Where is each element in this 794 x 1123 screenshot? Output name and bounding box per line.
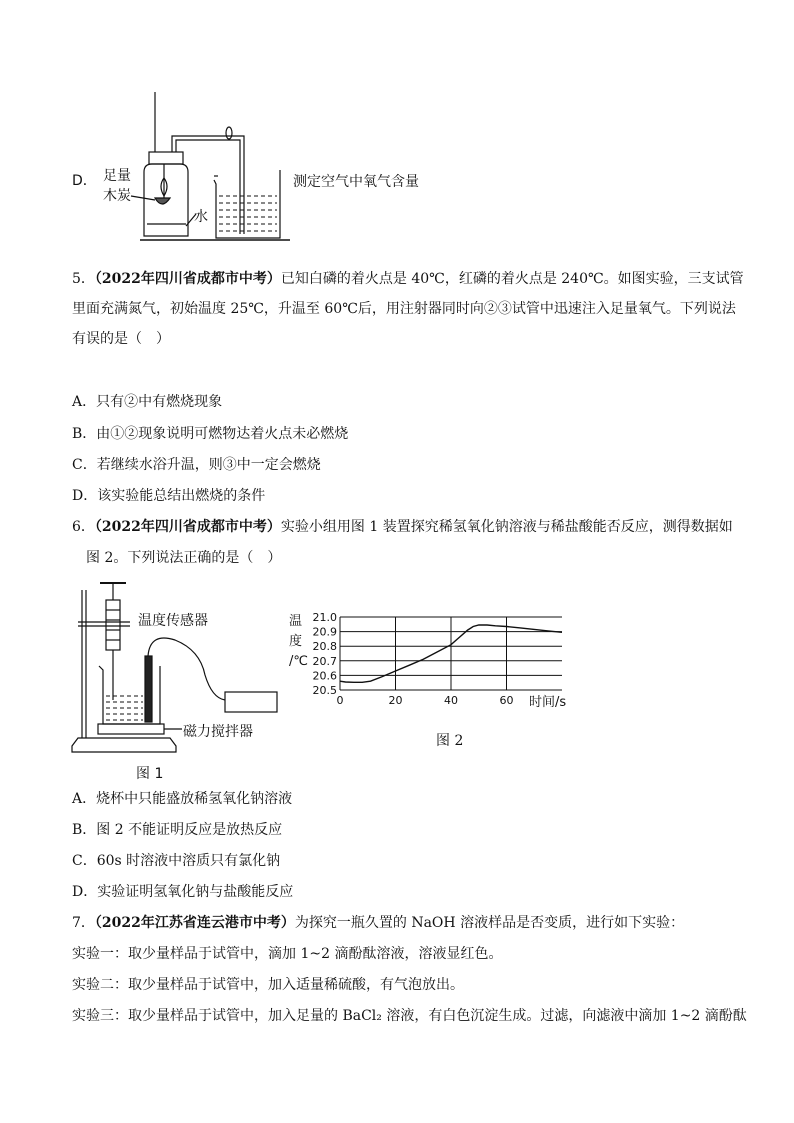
q7-text1: 为探究一瓶久置的 NaOH 溶液样品是否变质，进行如下实验： [294,915,685,931]
q6-number: 6． [72,519,95,535]
q4-option-d-letter: D． [72,173,97,189]
chart-y-tick-label-4: 20.9 [312,625,337,639]
q5-option-a: A．只有②中有燃烧现象 [72,394,223,410]
q4-caption: 测定空气中氧气含量 [293,174,419,190]
q7-line1 [72,914,684,932]
chart-x-tick-label-3: 60 [499,694,514,707]
q5-option-d: D．该实验能总结出燃烧的条件 [72,488,266,504]
q4-label-amount: 足量 [103,168,131,184]
q6-fig2-caption: 图 2 [436,733,464,749]
q7-source: （2022年江苏省连云港市中考） [94,915,295,931]
chart-x-tick-label-2: 40 [444,694,458,707]
q6-text1: 实验小组用图 1 装置探究稀氢氧化钠溶液与稀盐酸能否反应，测得数据如 [280,519,733,535]
chart-y-tick-label-0: 20.5 [312,684,337,697]
q6-option-c: C．60s 时溶液中溶质只有氯化钠 [72,853,281,869]
chart-x-axis-label: 时间/s [529,695,567,710]
chart-y-label-part-0: 温 [289,614,303,629]
q5-option-c: C．若继续水浴升温，则③中一定会燃烧 [72,457,321,473]
q6-fig1-label-sensor: 温度传感器 [138,613,208,629]
q7-number: 7． [72,915,95,931]
q4-label-water: 水 [194,209,208,225]
q5-source: （2022年四川省成都市中考） [94,271,281,287]
q5-line3: 有误的是（ ） [72,331,170,347]
chart-grid [340,617,562,690]
chart-x-tick-label-1: 20 [388,694,403,707]
q5-line2: 里面充满氮气，初始温度 25℃，升温至 60℃后，用注射器同时向②③试管中迅速注入足量氧气。下列说法 [72,301,736,317]
chart-y-tick-label-5: 21.0 [312,611,337,624]
chart-y-ticks [313,611,338,697]
q6-fig1-label-stirrer: 磁力搅拌器 [183,724,253,740]
q5-option-b: B．由①②现象说明可燃物达着火点未必燃烧 [72,426,349,442]
chart-y-axis-label [289,614,308,669]
q7-experiment-2: 实验二：取少量样品于试管中，加入适量稀硫酸，有气泡放出。 [72,977,464,993]
chart-y-label-part-1: 度 [289,634,303,649]
q6-figure2-temperature-chart [285,605,615,735]
q6-fig1-caption: 图 1 [136,766,164,782]
chart-x-tick-label-0: 0 [336,694,344,707]
q6-option-b: B．图 2 不能证明反应是放热反应 [72,822,283,838]
chart-y-tick-label-1: 20.6 [312,669,337,683]
chart-y-tick-label-2: 20.7 [312,654,337,668]
q7-experiment-3: 实验三：取少量样品于试管中，加入足量的 BaCl₂ 溶液，有白色沉淀生成。过滤，向滤液中滴加 1~2 滴酚酞 [72,1008,747,1024]
q6-option-a: A．烧杯中只能盛放稀氢氧化钠溶液 [72,791,293,807]
chart-x-ticks [337,694,514,707]
q5-number: 5． [72,271,95,287]
q6-line2: 图 2。下列说法正确的是（ ） [86,550,282,566]
chart-y-label-part-2: /℃ [289,654,308,669]
q4-label-charcoal: 木炭 [103,188,131,204]
q6-source: （2022年四川省成都市中考） [94,519,281,535]
q6-option-d: D．实验证明氢氧化钠与盐酸能反应 [72,884,294,900]
q5-text1: 已知白磷的着火点是 40℃，红磷的着火点是 240℃。如图实验，三支试管 [280,271,744,287]
q7-experiment-1: 实验一：取少量样品于试管中，滴加 1~2 滴酚酞溶液，溶液显红色。 [72,946,503,962]
chart-y-tick-label-3: 20.8 [312,640,337,654]
